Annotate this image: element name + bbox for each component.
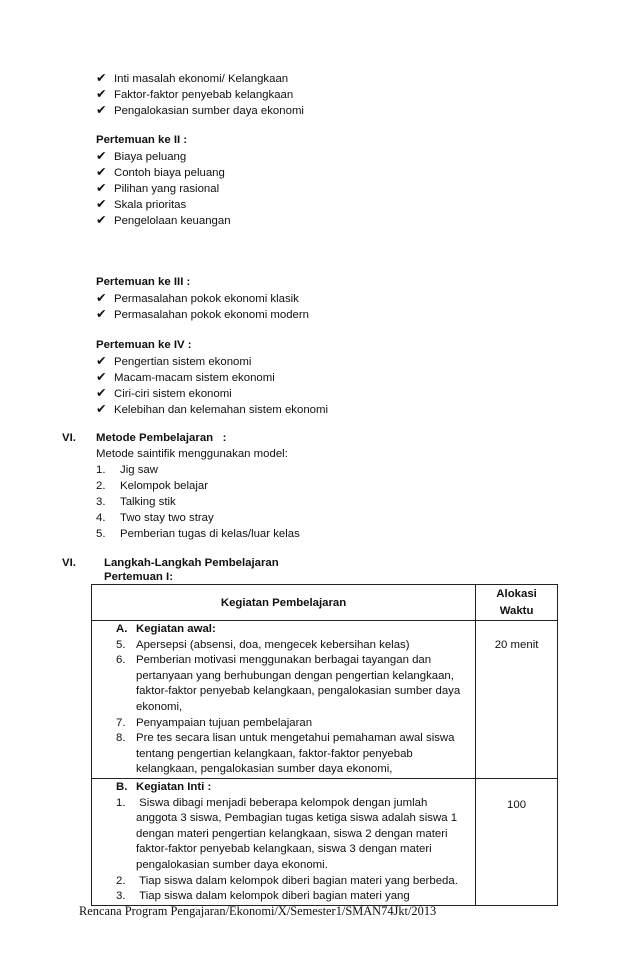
list-item: ✔ Macam-macam sistem ekonomi	[96, 369, 275, 384]
list-item: 5. Pemberian tugas di kelas/luar kelas	[96, 528, 300, 540]
header-activity: Kegiatan Pembelajaran	[92, 585, 476, 621]
checkmark-icon: ✔	[96, 196, 107, 211]
list-item: 3. Talking stik	[96, 496, 176, 508]
meeting4-title: Pertemuan ke IV :	[96, 339, 192, 351]
list-item: ✔ Inti masalah ekonomi/ Kelangkaan	[96, 70, 289, 85]
row-heading: A. Kegiatan awal:	[116, 623, 216, 635]
list-item: 8. Pre tes secara lisan untuk mengetahui pemahaman awal siswa tentang pengertian kelangkaan, faktor-faktor penyebab kelangkaan, pengalokasian sumber daya ekonomi,	[116, 732, 455, 776]
list-item: ✔ Biaya peluang	[96, 148, 187, 163]
checkmark-icon: ✔	[96, 401, 107, 416]
section-numeral: VI.	[62, 557, 76, 569]
section-title: Metode Pembelajaran :	[96, 432, 227, 444]
activity-cell	[92, 778, 476, 905]
list-item: 4. Two stay two stray	[96, 512, 214, 524]
meeting2-title: Pertemuan ke II :	[96, 134, 188, 146]
checkmark-icon: ✔	[96, 180, 107, 195]
page-footer: Rencana Program Pengajaran/Ekonomi/X/Semester1/SMAN74Jkt/2013	[79, 904, 437, 918]
list-item: 7. Penyampaian tujuan pembelajaran	[116, 716, 313, 729]
checkmark-icon: ✔	[96, 148, 107, 163]
section-subtitle: Pertemuan I:	[104, 571, 173, 583]
list-item: 3. Tiap siswa dalam kelompok diberi bagian materi yang	[116, 890, 410, 903]
section-numeral: VI.	[62, 432, 76, 444]
table-header-row	[92, 585, 558, 621]
list-item: ✔ Contoh biaya peluang	[96, 164, 225, 179]
list-item: 5. Apersepsi (absensi, doa, mengecek kebersihan kelas)	[116, 638, 410, 651]
time-cell: 20 menit	[476, 621, 558, 779]
list-item: ✔ Ciri-ciri sistem ekonomi	[96, 385, 232, 400]
list-item: 2. Kelompok belajar	[96, 480, 209, 492]
checkmark-icon: ✔	[96, 353, 107, 368]
checkmark-icon: ✔	[96, 86, 107, 101]
checkmark-icon: ✔	[96, 290, 107, 305]
row-heading: B. Kegiatan Inti :	[116, 780, 212, 793]
checkmark-icon: ✔	[96, 70, 107, 85]
section-intro: Metode saintifik menggunakan model:	[96, 448, 288, 460]
activity-table	[91, 584, 558, 906]
checkmark-icon: ✔	[96, 306, 107, 321]
time-cell: 100	[476, 778, 558, 905]
list-item: ✔ Faktor-faktor penyebab kelangkaan	[96, 86, 294, 101]
list-item: ✔ Skala prioritas	[96, 196, 187, 211]
header-time: Alokasi Waktu	[476, 585, 558, 621]
checkmark-icon: ✔	[96, 385, 107, 400]
table-row	[92, 778, 558, 905]
section-title: Langkah-Langkah Pembelajaran	[104, 557, 279, 569]
list-item: ✔ Pengelolaan keuangan	[96, 212, 231, 227]
list-item: 1. Siswa dibagi menjadi beberapa kelompok dengan jumlah anggota 3 siswa, Pembagian tugas ketiga siswa adalah siswa 1 dengan materi pengertian kelangkaan, siswa 2 dengan materi faktor-faktor penyebab kelangkaan, siswa 3 dengan materi pengalokasian sumber daya ekonomi.	[116, 796, 461, 871]
checkmark-icon: ✔	[96, 369, 107, 384]
checkmark-icon: ✔	[96, 102, 107, 117]
checkmark-icon: ✔	[96, 164, 107, 179]
list-item: 2. Tiap siswa dalam kelompok diberi bagian materi yang berbeda.	[116, 874, 458, 887]
list-item: 1. Jig saw	[96, 464, 158, 476]
list-item: ✔ Kelebihan dan kelemahan sistem ekonomi	[96, 401, 329, 416]
list-item: ✔ Pengalokasian sumber daya ekonomi	[96, 102, 304, 117]
activity-cell	[92, 621, 476, 779]
table-row	[92, 621, 558, 779]
list-item: 6. Pemberian motivasi menggunakan berbagai tayangan dan pertanyaan yang berhubungan dengan pengertian kelangkaan, faktor-faktor penyebab kelangkaan, pengalokasian sumber daya ekonomi,	[116, 654, 461, 713]
checkmark-icon: ✔	[96, 212, 107, 227]
list-item: ✔ Permasalahan pokok ekonomi klasik	[96, 290, 299, 305]
meeting3-title: Pertemuan ke III :	[96, 276, 191, 288]
list-item: ✔ Permasalahan pokok ekonomi modern	[96, 306, 310, 321]
list-item: ✔ Pengertian sistem ekonomi	[96, 353, 252, 368]
list-item: ✔ Pilihan yang rasional	[96, 180, 220, 195]
